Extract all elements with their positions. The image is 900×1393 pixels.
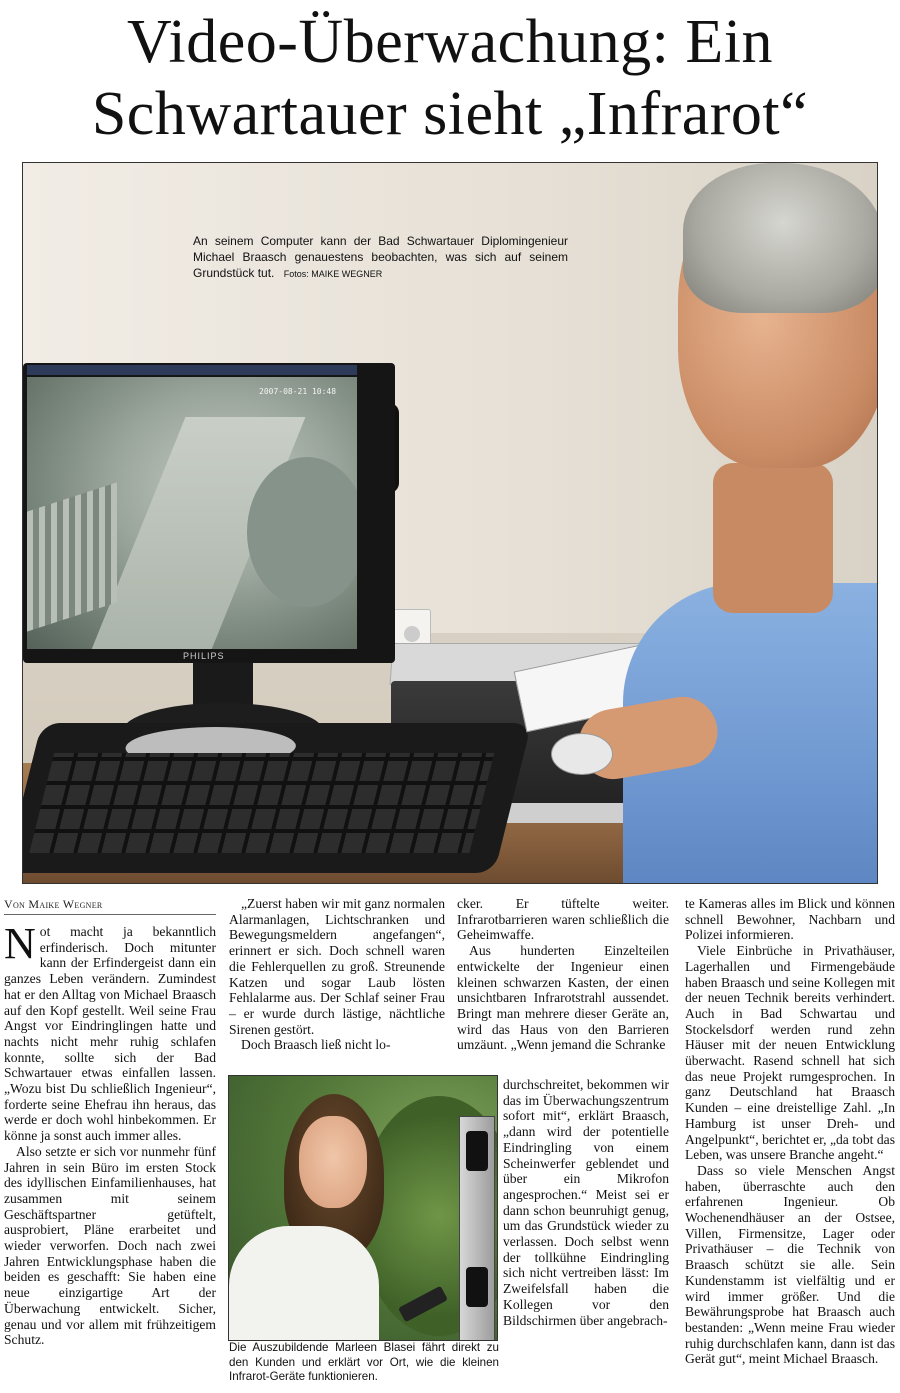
feed-hedge (247, 457, 357, 607)
headline-line-1: Video-Überwachung: Ein (126, 8, 773, 76)
paragraph: Doch Braasch ließ nicht lo- (241, 1037, 391, 1053)
infrared-sensor-top (466, 1131, 488, 1171)
paragraph: te Kameras alles im Blick und können schnell Bewohner, Nachbarn und Polizei informieren. (685, 896, 895, 943)
article-column-3 (457, 896, 669, 1053)
photo2-woman-blouse (229, 1226, 379, 1340)
headline (0, 6, 900, 150)
computer-mouse (551, 733, 613, 775)
main-photo-caption-text: An seinem Computer kann der Bad Schwartauer Diplomingenieur Michael Braasch genauestens beobachten, was sich auf seinem Grundstück tut. (193, 234, 568, 280)
main-photo (23, 163, 877, 883)
paragraph: Aus hunderten Einzelteilen entwickelte der Ingenieur einen kleinen schwarzen Kasten, der einen unsichtbaren Infrarotstrahl aussendet. Bringt man mehrere dieser Geräte an, wird das Haus von den Barrieren umzäunt. „Wenn jemand die Schranke (457, 943, 669, 1053)
byline: Von Maike Wegner (4, 897, 216, 915)
paragraph: „Zuerst haben wir mit ganz normalen Alarmanlagen, Lichtschranken und Bewegungsmeldern angefangen“, erinnert er sich. Doch schnell waren die Fehlerquellen zu groß. Streunende Katzen und sogar Laub lösten Fehlalarme aus. Der Schlaf seiner Frau – er wurde durch lästige, nächtliche Sirenen gestört. (229, 896, 445, 1037)
paragraph (4, 919, 216, 1144)
paragraph: Also setzte er sich vor nunmehr fünf Jahren in sein Büro im ersten Stock des idyllischen Einfamilienhauses, hat zusammen mit seinem Geschäftspartner getüftelt, ausprobiert, Pläne erarbeitet und wieder verworfen. Doch nach zwei Jahren Entwicklungsphase haben die beiden es geschafft: Sie haben eine neue einzigartige Art der Überwachung entwickelt. Sicher, genau und vor allem mit frühzeitigem Schutz. (4, 1143, 216, 1348)
paragraph: Viele Einbrüche in Privathäuser, Lagerhallen und Firmengebäude haben Braasch und seine Kollegen mit der neuen Technik bereits verhindert. Auch in Bad Schwartau und Stockelsdorf werden rund zehn Häuser mit der neuen Entwicklung überwacht. Rasend schnell hat sich das neue Projekt rumgesprochen. In ganz Deutschland hat Braasch Kunden – eine dreistellige Zahl. „In Hamburg ist unser Dreh- und Angelpunkt“, berichtet er, „da tobt das Leben, was unsere Branche angeht.“ (685, 943, 895, 1163)
infrared-sensor-bottom (466, 1267, 488, 1307)
secondary-photo (229, 1076, 497, 1340)
paragraph: cker. Er tüftelte weiter. Infrarotbarrieren waren schließlich die Geheimwaffe. (457, 896, 669, 943)
feed-fence (27, 482, 117, 631)
monitor (23, 363, 395, 663)
feed-timestamp: 2007-08-21 10:48 (259, 387, 337, 396)
main-photo-caption (193, 233, 568, 282)
paragraph: Dass so viele Menschen Angst haben, überraschte auch den erfahrenen Ingenieur. Ob Wochenendhäuser an der Ostsee, Villen, Firmensitze, Lager oder Privathäuser – die Technik von Braasch schützt sie alle. Sein Kundenstamm ist vielfältig und er wird immer größer. Und die Bewährungsprobe hat Braasch auch bestanden: „Wenn meine Frau wieder ruhig durchschlafen kann, dann ist das Gerät gut“, meint Michael Braasch. (685, 1162, 895, 1367)
keyboard (23, 723, 532, 873)
keyboard-keys (29, 753, 494, 853)
photo2-woman-face (299, 1116, 367, 1208)
monitor-window-titlebar (27, 365, 357, 375)
surveillance-feed (27, 377, 357, 649)
man-neck (713, 463, 833, 613)
headline-line-2: Schwartauer sieht „Infrarot“ (91, 80, 809, 148)
secondary-photo-caption: Die Auszubildende Marleen Blasei fährt direkt zu den Kunden und erklärt vor Ort, wie die kleinen Infrarot-Geräte funktionieren. (229, 1341, 499, 1384)
article-column-4 (685, 896, 895, 1367)
man-hair (683, 163, 877, 313)
infrared-sensor-post (459, 1116, 495, 1340)
article-column-1 (4, 919, 216, 1348)
paragraph-text: ot macht ja bekanntlich erfinderisch. Doch mitunter kann der Erfindergeist dann ein ganzes Leben verändern. Zumindest hat er den Alltag von Michael Braasch auf den Kopf gestellt. Weil seine Frau Angst vor Eindringlingen hatte und nachts nicht mehr ruhig schlafen konnte, sollte sich der Bad Schwartauer etwas einfallen lassen. „Wozu bist Du schließlich Ingenieur“, forderte seine Ehefrau ihn heraus, das werde er doch wohl hinbekommen. Er könne ja sonst auch immer alles. (4, 924, 216, 1144)
paragraph: durchschreitet, bekommen wir das im Überwachungszentrum sofort mit“, erklärt Braasch, „dann wird der potentielle Eindringling von einem Scheinwerfer geblendet und über ein Mikrofon angesprochen.“ Meist sei er dann schon beunruhigt genug, um das Grundstück wieder zu verlassen. Doch selbst wenn der tollkühne Eindringling sich nicht vertreiben lässt: Im Zweifelsfall haben die Kollegen vor den Bildschirmen über angebrach- (503, 1077, 669, 1328)
article-column-3-continued (503, 1077, 669, 1328)
photo-credit: Fotos: MAIKE WEGNER (283, 269, 383, 279)
monitor-brand: PHILIPS (183, 651, 225, 661)
drop-cap: N (4, 919, 36, 968)
